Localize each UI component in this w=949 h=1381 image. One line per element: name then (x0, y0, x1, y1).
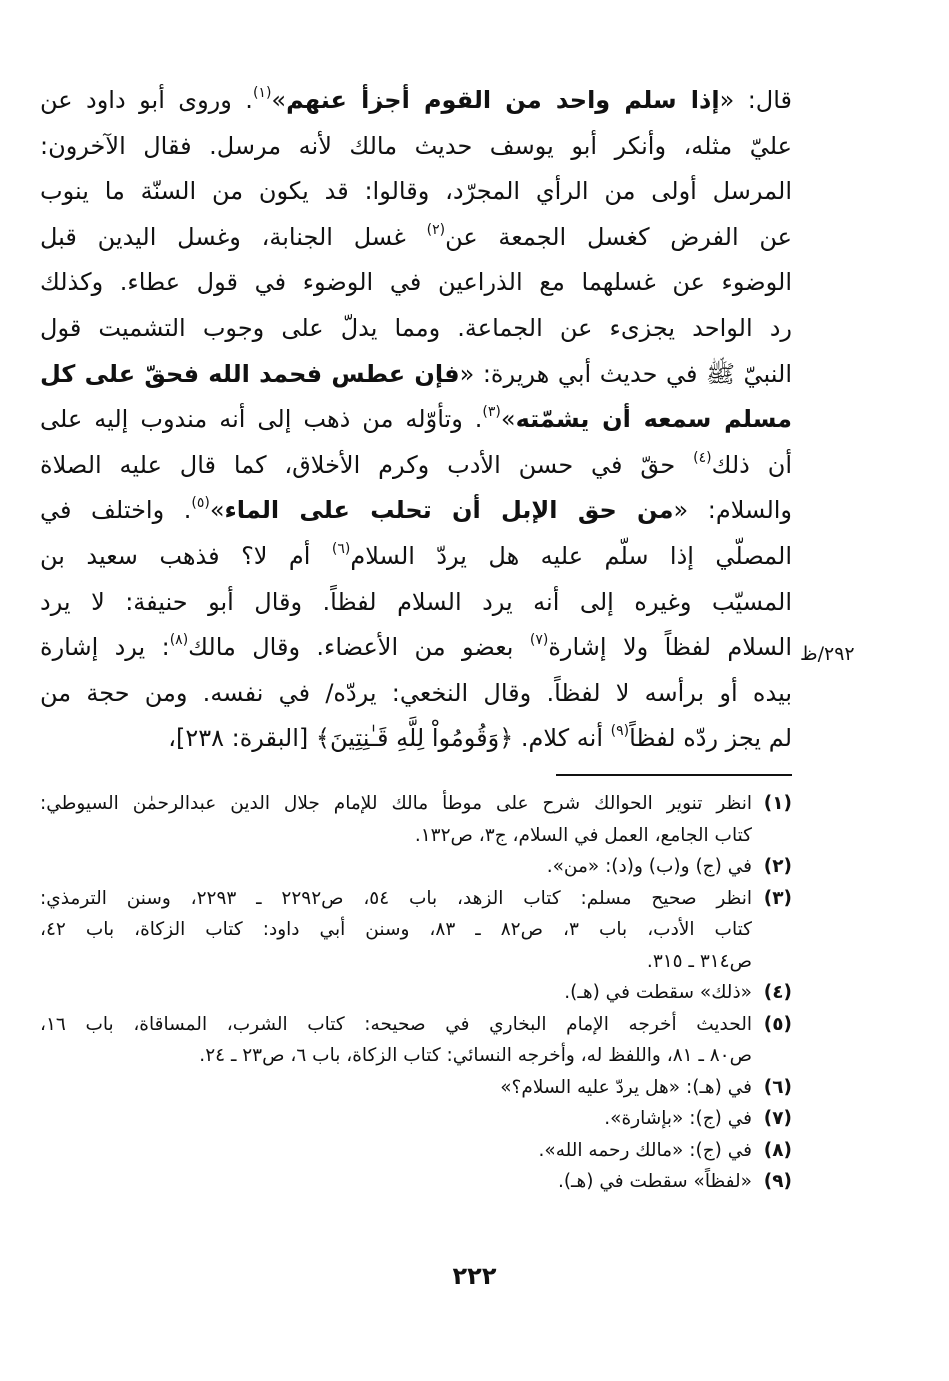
footnote-text (40, 1009, 752, 1072)
footnote-number: (٤) (763, 982, 792, 1003)
footnote-item (40, 788, 792, 851)
text-line (40, 671, 792, 717)
text-line (40, 488, 792, 534)
text-run: » (271, 86, 287, 114)
text-line (40, 215, 792, 261)
footnote-number: (١) (763, 793, 792, 814)
text-line (40, 78, 792, 124)
text-run: المسيّب وغيره إلى أنه يرد السلام لفظاً. وقال أبو حنيفة: لا يرد (40, 587, 792, 616)
text-run: والسلام: « (673, 496, 792, 525)
footnote-line: في (ج) و(ب) و(د): «من». (546, 856, 752, 877)
footnote-line: كتاب الأدب، باب ٣، ص٨٢ ـ ٨٣، وسنن أبي داود: كتاب الزكاة، باب ٤٢، (40, 919, 752, 940)
footnote-line: الحديث أخرجه الإمام البخاري في صحيحه: كتاب الشرب، المساقاة، باب ١٦، (40, 1013, 752, 1035)
text-run: بعضو من الأعضاء. وقال مالك (188, 633, 530, 662)
footnote-item (40, 1166, 792, 1198)
text-line (40, 716, 792, 762)
footnotes (40, 788, 792, 1198)
footnote-marker: (٣) (482, 404, 501, 421)
footnote-marker: (٦) (331, 540, 351, 557)
footnote-number: (٨) (763, 1139, 792, 1161)
footnote-marker: (٤) (693, 449, 712, 466)
text-run: أن ذلك (711, 450, 792, 479)
footnote-marker: (٩) (610, 723, 630, 740)
footnote-line: في (ج): «بإشارة». (604, 1108, 752, 1129)
footnote-line: «لفظاً» سقطت في (هـ). (557, 1171, 752, 1192)
footnote-item (40, 1103, 792, 1135)
text-run: قال: « (719, 86, 792, 114)
footnote-item (40, 977, 792, 1009)
text-run: عن الفرض كغسل الجمعة عن (445, 222, 792, 251)
footnote-line: انظر صحيح مسلم: كتاب الزهد، باب ٥٤، ص٢٢٩٢ ـ ٢٢٩٣، وسنن الترمذي: (40, 887, 752, 909)
manuscript-folio-note: ٢٩٢/ظ (800, 643, 855, 665)
text-run: حقّ في حسن الأدب وكرم الأخلاق، كما قال عليه الصلاة (40, 450, 694, 479)
text-run: أم لا؟ فذهب سعيد بن (40, 541, 332, 570)
bold-hadith-quote: إذا سلم واحد من القوم أجزأ عنهم (286, 86, 720, 114)
text-run: . واختلف في (40, 496, 192, 525)
text-run: المرسل أولى من الرأي المجرّد، وقالوا: قد يكون من السنّة ما ينوب (40, 177, 792, 206)
footnote-line: انظر تنوير الحوالك شرح على موطأ مالك للإمام جلال الدين عبدالرحمٰن السيوطي: (40, 793, 752, 814)
footnote-line: ص٣١٤ ـ ٣١٥. (646, 950, 752, 972)
main-text (40, 78, 792, 762)
footnote-marker: (٢) (426, 221, 446, 238)
text-run: الوضوء عن غسلهما مع الذراعين في الوضوء في قول عطاء. وكذلك (40, 268, 792, 297)
text-line (40, 625, 792, 671)
footnote-marker: (٨) (169, 632, 189, 649)
footnote-item (40, 1072, 792, 1104)
text-line (40, 397, 792, 443)
footnote-number: (٧) (763, 1108, 792, 1129)
footnote-item (40, 851, 792, 883)
text-run: » (500, 405, 516, 434)
footnote-number: (٥) (763, 1013, 792, 1035)
text-line (40, 169, 792, 215)
footnote-marker: (١) (252, 85, 272, 101)
text-run: . وتأوّله من ذهب إلى أنه مندوب إليه على (40, 405, 483, 434)
footnote-text (40, 788, 752, 851)
page-number: ٢٢٢ (452, 1262, 497, 1290)
text-line (40, 260, 792, 306)
footnote-text (40, 1166, 752, 1198)
footnote-text (40, 1135, 752, 1167)
footnote-item (40, 1135, 792, 1167)
footnote-line: «ذلك» سقطت في (هـ). (564, 982, 752, 1003)
text-line (40, 306, 792, 352)
text-line (40, 580, 792, 626)
text-run: لم يجز ردّه لفظاً (629, 724, 792, 753)
text-run: أنه كلام. ﴿وَقُومُواْ لِلَّهِ قَـٰنِتِينَ﴾ [البقرة: ٢٣٨]، (168, 724, 611, 753)
footnote-number: (٩) (763, 1171, 792, 1192)
footnote-separator (556, 774, 792, 776)
text-line (40, 534, 792, 580)
footnote-marker: (٧) (529, 632, 549, 649)
footnote-text (40, 1103, 752, 1135)
footnote-number: (٣) (763, 887, 792, 909)
footnote-line: كتاب الجامع، العمل في السلام، ج٣، ص١٣٢. (414, 824, 752, 846)
text-run: المصلّي إذا سلّم عليه هل يردّ السلام (350, 541, 792, 570)
bold-hadith-quote: فإن عطس فحمد الله فحقّ على كل (40, 359, 460, 388)
footnote-item (40, 1009, 792, 1072)
bold-hadith-quote: مسلم سمعه أن يشمّته (515, 405, 792, 434)
text-run: غسل الجنابة، وغسل اليدين قبل (40, 222, 427, 251)
footnote-text (40, 883, 752, 978)
footnote-number: (٢) (763, 856, 792, 877)
footnote-line: ص٨٠ ـ ٨١، واللفظ له، وأخرجه النسائي: كتاب الزكاة، باب ٦، ص٢٣ ـ ٢٤. (199, 1045, 752, 1066)
footnote-text (40, 1072, 752, 1104)
text-run: رد الواحد يجزىء عن الجماعة. ومما يدلّ على وجوب التشميت قول (40, 313, 792, 342)
text-run: السلام لفظاً ولا إشارة (548, 633, 792, 662)
footnote-text (40, 977, 752, 1009)
text-line (40, 124, 792, 170)
bold-hadith-quote: من حق الإبل أن تحلب على الماء (224, 496, 674, 525)
text-line (40, 443, 792, 489)
text-line (40, 352, 792, 398)
text-run: عليّ مثله، وأنكر أبو يوسف حديث مالك لأنه مرسل. فقال الآخرون: (40, 131, 792, 160)
text-run: : يرد إشارة (40, 633, 170, 662)
text-run: . وروى أبو داود عن (40, 86, 253, 114)
footnote-item (40, 883, 792, 978)
footnote-line: في (ج): «مالك رحمه الله». (538, 1139, 752, 1161)
footnote-line: في (هـ): «هل يردّ عليه السلام؟» (500, 1076, 752, 1098)
text-run: بيده أو برأسه لا لفظاً. وقال النخعي: يردّه/ في نفسه. ومن حجة من (40, 678, 792, 707)
text-run: » (209, 496, 225, 525)
footnote-text (40, 851, 752, 883)
footnote-marker: (٥) (191, 495, 210, 512)
text-run: النبيّ ﷺ في حديث أبي هريرة: « (459, 359, 792, 388)
footnote-number: (٦) (763, 1076, 792, 1098)
